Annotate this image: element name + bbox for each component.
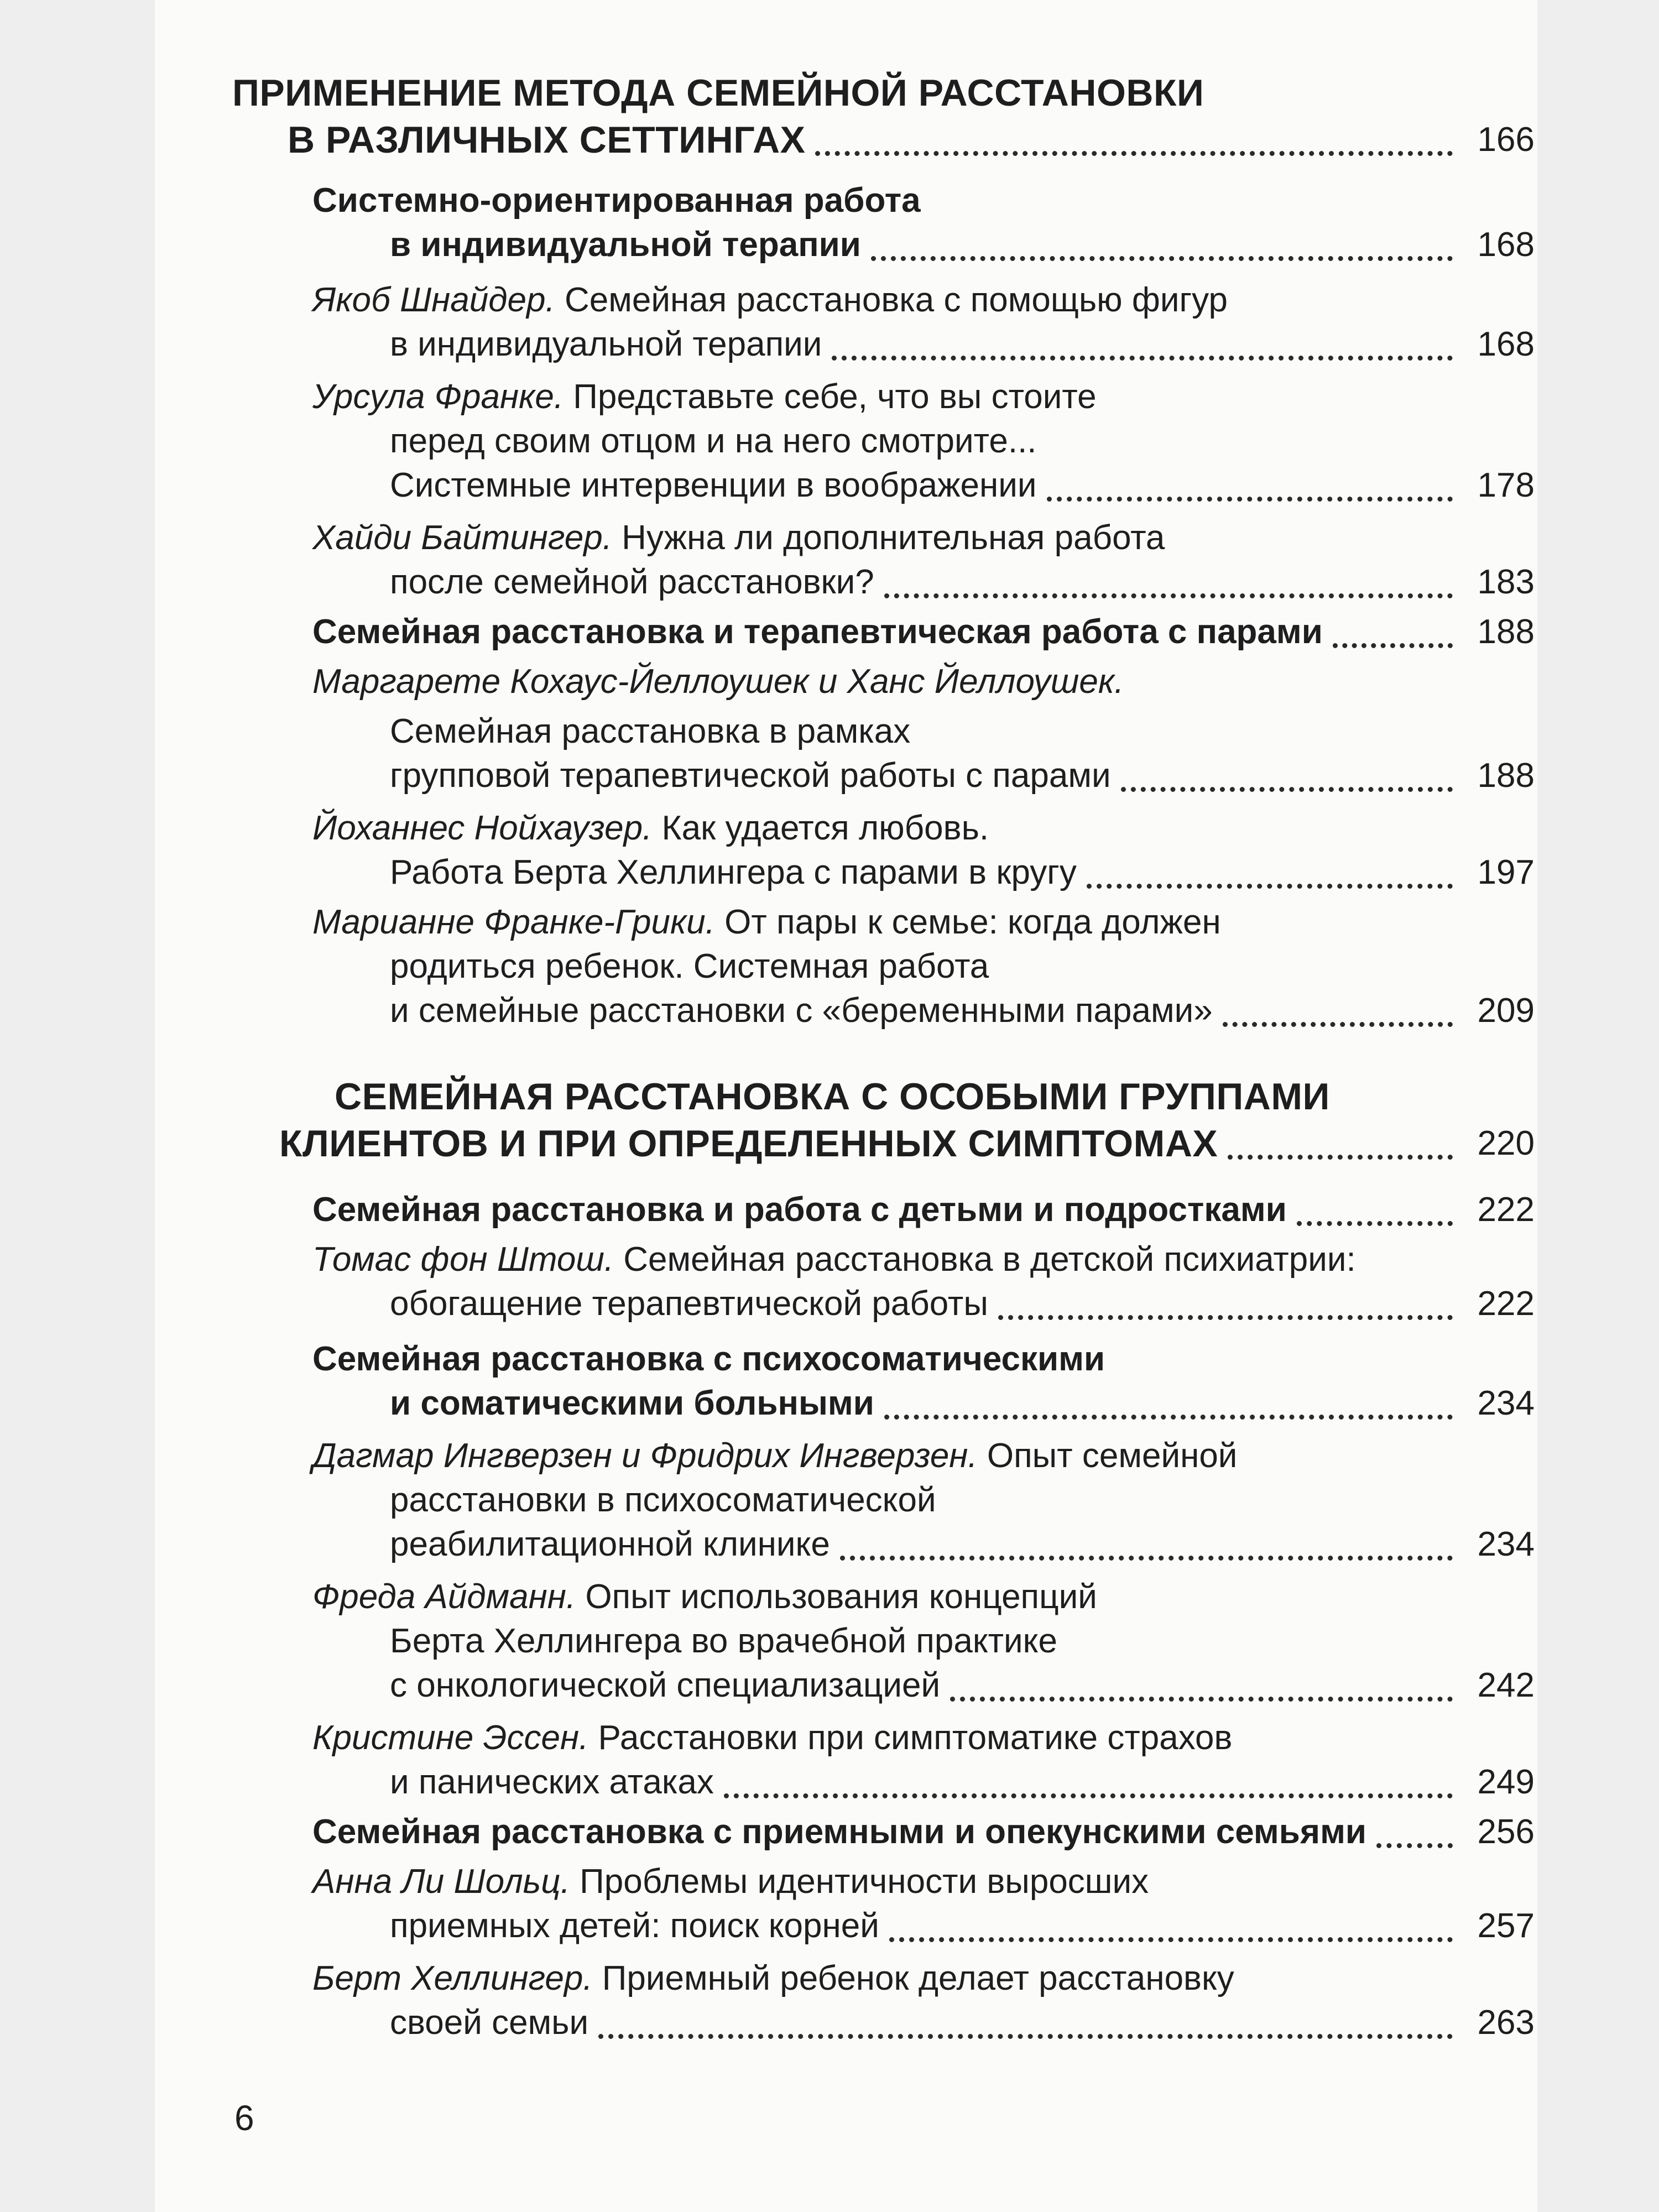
- toc-entry-line: [390, 420, 1037, 462]
- toc-title-text: приемных детей: поиск корней: [390, 1907, 879, 1945]
- toc-page-number: 263: [1477, 2004, 1535, 2042]
- toc-author: Хайди Байтингер.: [312, 519, 612, 557]
- toc-title-text: Берта Хеллингера во врачебной практике: [390, 1622, 1057, 1660]
- toc-title-text: Проблемы идентичности выросших: [570, 1863, 1149, 1901]
- toc-title-text: КЛИЕНТОВ И ПРИ ОПРЕДЕЛЕННЫХ СИМПТОМАХ: [279, 1123, 1218, 1165]
- toc-entry-line: [288, 119, 805, 161]
- toc-entry-line: [390, 711, 910, 753]
- toc-entry-line: [390, 1479, 936, 1521]
- toc-author: Дагмар Ингверзен и Фридрих Ингверзен.: [312, 1437, 978, 1475]
- toc-page-number: 234: [1477, 1525, 1535, 1563]
- dot-leader: [1121, 787, 1453, 792]
- toc-title-text: в индивидуальной терапии: [390, 226, 861, 264]
- dot-leader: [998, 1315, 1453, 1320]
- toc-title-text: Семейная расстановка с помощью фигур: [555, 281, 1228, 319]
- dot-leader: [950, 1697, 1453, 1702]
- toc-title-text: перед своим отцом и на него смотрите...: [390, 422, 1037, 460]
- toc-entry-line: [312, 1576, 1097, 1618]
- toc-author: Марианне Франке-Грики.: [312, 903, 715, 941]
- toc-title-text: расстановки в психосоматической: [390, 1481, 936, 1519]
- toc-entry-line: [312, 279, 1228, 321]
- toc-page-number: 166: [1477, 121, 1535, 159]
- dot-leader: [884, 1415, 1453, 1420]
- toc-entry-line: [312, 1189, 1287, 1231]
- toc-title-text: и соматическими больными: [390, 1384, 874, 1422]
- toc-page-number: 197: [1477, 853, 1535, 891]
- toc-author: Йоханнес Нойхаузер.: [312, 809, 653, 847]
- toc-entry-line: [232, 72, 1204, 114]
- toc-entry-line: [390, 946, 989, 988]
- toc-page-number: 178: [1477, 466, 1535, 504]
- toc-title-text: Семейная расстановка с психосоматическими: [312, 1340, 1105, 1378]
- dot-leader: [1223, 1022, 1453, 1027]
- toc-entry-line: [279, 1123, 1218, 1165]
- toc-page-number: 222: [1477, 1285, 1535, 1323]
- toc-entry-line: [312, 1338, 1105, 1380]
- toc-page-number: 234: [1477, 1384, 1535, 1422]
- toc-page-number: 249: [1477, 1763, 1535, 1801]
- toc-entry-line: [390, 1761, 714, 1803]
- toc-entry-line: [312, 1239, 1356, 1281]
- toc-entry-line: [312, 611, 1323, 653]
- dot-leader: [889, 1937, 1453, 1942]
- toc-page-number: 242: [1477, 1666, 1535, 1704]
- toc-title-text: Представьте себе, что вы стоите: [564, 378, 1097, 416]
- toc-title-text: с онкологической специализацией: [390, 1666, 941, 1704]
- toc-page-number: 168: [1477, 226, 1535, 264]
- toc-title-text: в индивидуальной терапии: [390, 325, 822, 363]
- toc-title-text: групповой терапевтической работы с парами: [390, 757, 1111, 795]
- toc-page-number: 256: [1477, 1813, 1535, 1851]
- toc-title-text: СЕМЕЙНАЯ РАССТАНОВКА С ОСОБЫМИ ГРУППАМИ: [335, 1076, 1330, 1118]
- toc-page-number: 183: [1477, 563, 1535, 601]
- toc-title-text: и семейные расстановки с «беременными парами»: [390, 992, 1213, 1030]
- toc-title-text: Системные интервенции в воображении: [390, 466, 1037, 504]
- dot-leader: [1297, 1221, 1453, 1226]
- toc-entry-line: [390, 1665, 940, 1707]
- toc-title-text: Семейная расстановка с приемными и опекунскими семьями: [312, 1813, 1367, 1851]
- toc-title-text: Опыт семейной: [977, 1437, 1238, 1475]
- toc-entry-line: [390, 1620, 1057, 1662]
- toc-entry-line: [390, 561, 874, 603]
- toc-entry-line: [390, 324, 822, 366]
- toc-page-number: 220: [1477, 1124, 1535, 1162]
- toc-title-text: От пары к семье: когда должен: [714, 903, 1221, 941]
- toc-title-text: Опыт использования концепций: [576, 1578, 1097, 1616]
- toc-author: Кристине Эссен.: [312, 1719, 589, 1757]
- toc-page-number: 188: [1477, 757, 1535, 795]
- toc-title-text: Расстановки при симптоматике страхов: [588, 1719, 1233, 1757]
- toc-page-number: 222: [1477, 1191, 1535, 1229]
- dot-leader: [815, 151, 1453, 156]
- toc-author: Маргарете Кохаус-Йеллоушек и Ханс Йеллоушек.: [312, 662, 1124, 701]
- toc-title-text: Семейная расстановка в рамках: [390, 712, 911, 750]
- toc-entry-line: [312, 180, 921, 222]
- toc-title-text: ПРИМЕНЕНИЕ МЕТОДА СЕМЕЙНОЙ РАССТАНОВКИ: [232, 72, 1204, 114]
- dot-leader: [724, 1793, 1453, 1798]
- toc-entry-line: [390, 1283, 988, 1325]
- toc-title-text: Приемный ребенок делает расстановку: [592, 1959, 1234, 1997]
- dot-leader: [1087, 884, 1453, 889]
- toc-title-text: и панических атаках: [390, 1763, 714, 1801]
- toc-author: Урсула Франке.: [312, 378, 564, 416]
- toc-page-number: 257: [1477, 1907, 1535, 1945]
- dot-leader: [871, 256, 1453, 261]
- toc-entry-line: [312, 1435, 1237, 1477]
- toc-title-text: своей семьи: [390, 2004, 589, 2042]
- toc-entry-line: [390, 1905, 879, 1947]
- toc-author: Якоб Шнайдер.: [312, 281, 555, 319]
- dot-leader: [1228, 1155, 1453, 1160]
- toc-entry-line: [390, 2002, 588, 2044]
- toc-title-text: после семейной расстановки?: [390, 563, 874, 601]
- dot-leader: [840, 1556, 1453, 1561]
- toc-entry-line: [312, 1811, 1366, 1853]
- dot-leader: [598, 2034, 1453, 2039]
- toc-entry-line: [390, 852, 1077, 894]
- toc-entry-line: [312, 661, 1124, 703]
- toc-entry-line: [312, 901, 1221, 943]
- page-number: 6: [234, 2098, 254, 2138]
- toc-author: Анна Ли Шольц.: [312, 1863, 570, 1901]
- toc-title-text: реабилитационной клинике: [390, 1525, 830, 1563]
- toc-entry-line: [312, 807, 989, 849]
- toc-title-text: Семейная расстановка в детской психиатрии:: [614, 1240, 1356, 1279]
- dot-leader: [1047, 497, 1453, 502]
- toc-author: Фреда Айдманн.: [312, 1578, 576, 1616]
- toc-page-number: 188: [1477, 613, 1535, 651]
- toc-entry-line: [390, 224, 861, 266]
- toc-title-text: обогащение терапевтической работы: [390, 1285, 988, 1323]
- dot-leader: [1376, 1843, 1453, 1848]
- toc-title-text: Семейная расстановка и терапевтическая работа с парами: [312, 613, 1323, 651]
- toc-entry-line: [335, 1076, 1330, 1118]
- toc-entry-line: [390, 990, 1213, 1032]
- toc-entry-line: [312, 376, 1097, 418]
- toc-entry-line: [390, 1383, 874, 1425]
- toc-title-text: родиться ребенок. Системная работа: [390, 947, 989, 985]
- toc-entry-line: [390, 755, 1111, 797]
- toc-author: Томас фон Штош.: [312, 1240, 614, 1279]
- toc-author: Берт Хеллингер.: [312, 1959, 593, 1997]
- toc-title-text: Работа Берта Хеллингера с парами в кругу: [390, 853, 1077, 891]
- toc-title-text: Нужна ли дополнительная работа: [612, 519, 1165, 557]
- dot-leader: [832, 356, 1453, 361]
- toc-title-text: Как удается любовь.: [652, 809, 989, 847]
- toc-entry-line: [390, 1524, 830, 1566]
- toc-title-text: В РАЗЛИЧНЫХ СЕТТИНГАХ: [288, 119, 806, 161]
- toc-title-text: Системно-ориентированная работа: [312, 181, 921, 220]
- toc-entry-line: [312, 517, 1165, 559]
- toc-entry-line: [312, 1861, 1149, 1903]
- dot-leader: [1333, 643, 1453, 648]
- toc-entry-line: [312, 1717, 1232, 1759]
- toc-title-text: Семейная расстановка и работа с детьми и подростками: [312, 1191, 1287, 1229]
- toc-page-number: 209: [1477, 992, 1535, 1030]
- toc-entry-line: [390, 465, 1037, 507]
- toc-entry-line: [312, 1958, 1234, 2000]
- toc-page-number: 168: [1477, 325, 1535, 363]
- dot-leader: [884, 593, 1453, 598]
